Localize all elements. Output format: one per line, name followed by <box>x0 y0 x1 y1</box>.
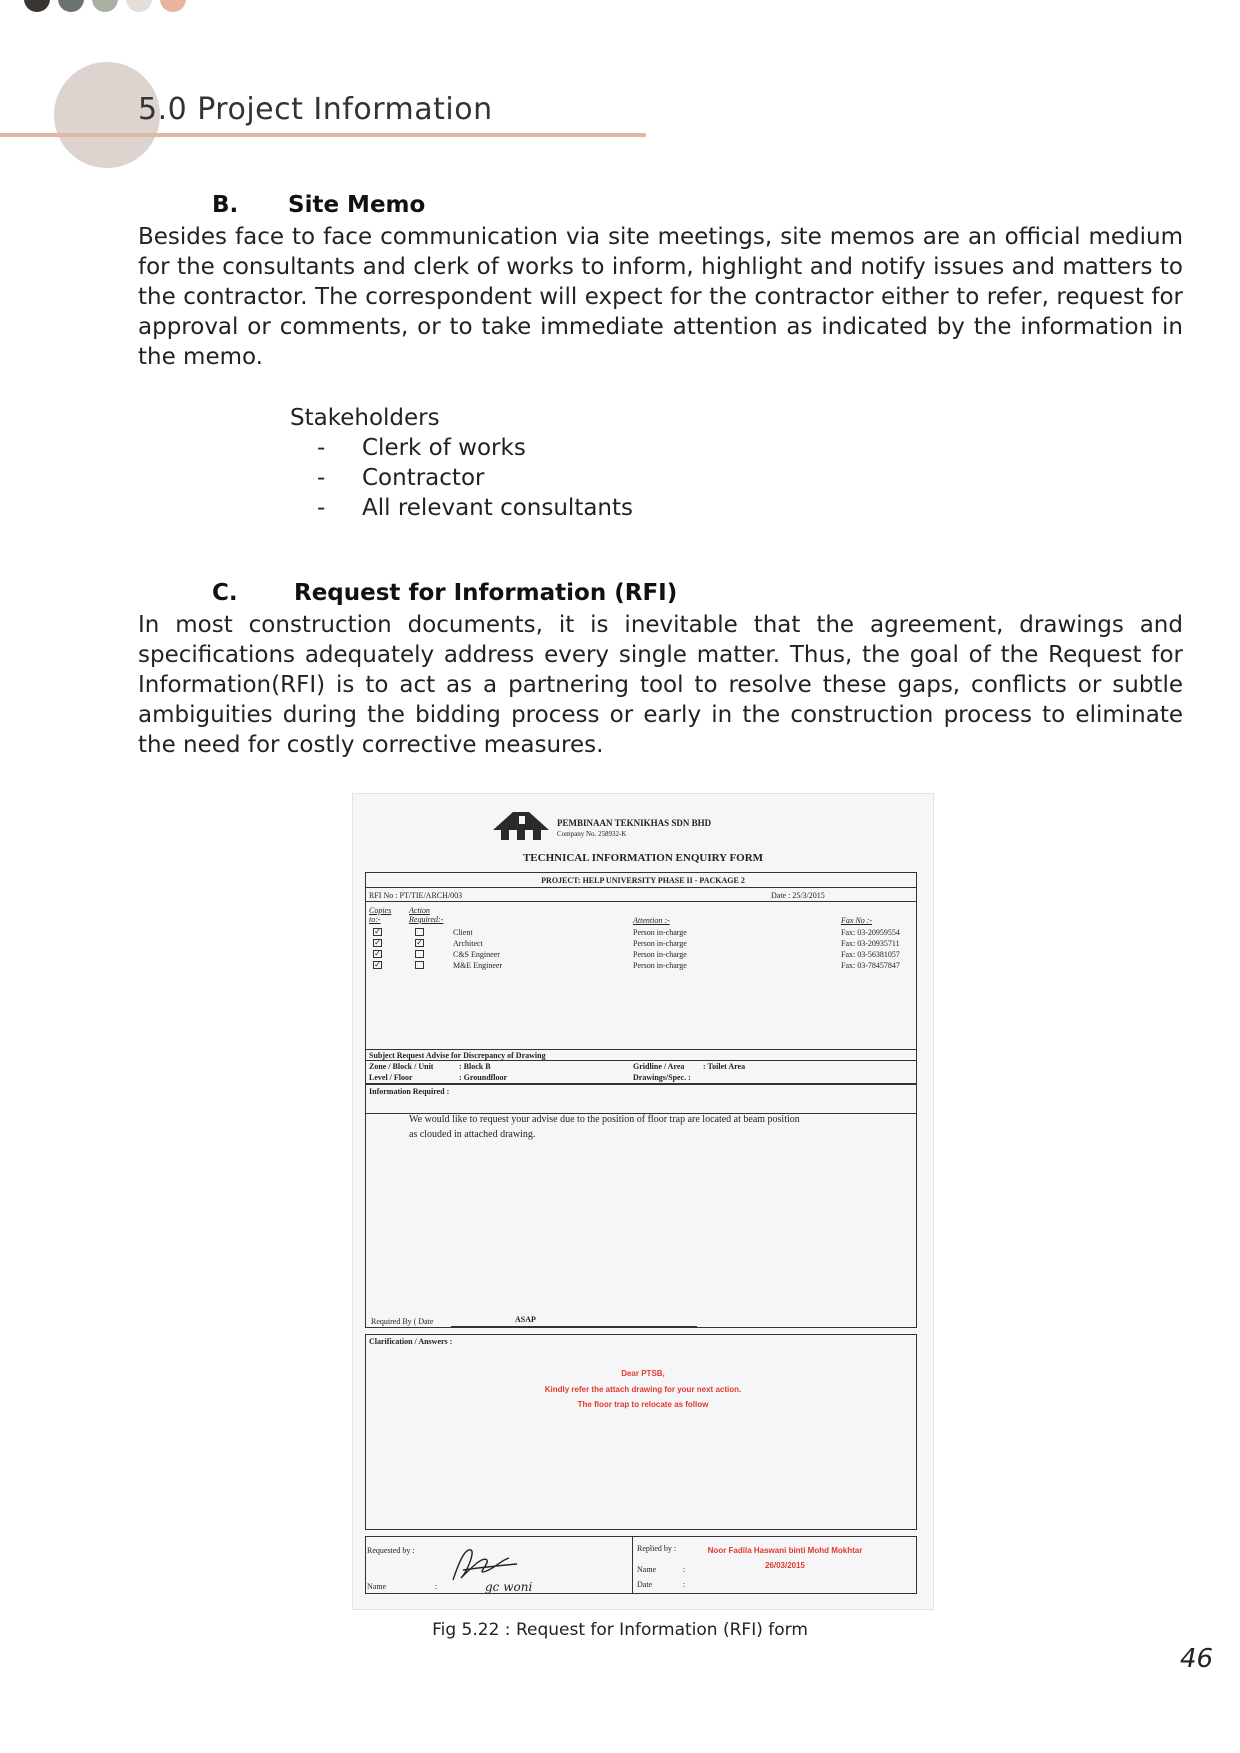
divider <box>365 901 917 902</box>
rfi-heading <box>212 580 677 606</box>
color-dot-3 <box>92 0 118 12</box>
site-memo-number: B. <box>212 192 239 218</box>
replied-name: Noor Fadila Haswani binti Mohd Mokhtar <box>707 1546 863 1555</box>
replied-date-label: Date <box>637 1580 653 1589</box>
fax-label: Fax No :- <box>841 916 873 925</box>
requested-by-label: Requested by : <box>367 1546 415 1555</box>
rfi-number: C. <box>212 580 238 606</box>
copy-checkbox: ✓ <box>374 949 381 958</box>
requester-name-colon: : <box>435 1582 438 1591</box>
stakeholder-item: All relevant consultants <box>362 495 634 521</box>
page-number: 46 <box>1180 1644 1214 1674</box>
company-number: Company No. 258932-K <box>557 830 627 838</box>
list-item: - Clerk of works <box>317 435 526 461</box>
recipient-attention: Person in-charge <box>633 961 687 970</box>
rfi-title: Request for Information (RFI) <box>294 580 678 606</box>
answer-line: Kindly refer the attach drawing for your next action. <box>544 1385 742 1394</box>
recipient-fax: Fax: 03-20959554 <box>841 928 900 937</box>
signature-text: gc woni <box>485 1580 533 1594</box>
copy-checkbox: ✓ <box>374 960 381 969</box>
color-dot-4 <box>126 0 152 12</box>
list-item: - Contractor <box>317 465 485 491</box>
info-required-text: We would like to request your advise due to the position of floor trap are located at beam position as clouded in attached drawing. <box>409 1114 800 1140</box>
project-name: PROJECT: HELP UNIVERSITY PHASE II - PACKAGE 2 <box>541 876 745 885</box>
recipient-attention: Person in-charge <box>633 950 687 959</box>
replied-name-colon: : <box>683 1565 686 1574</box>
stakeholder-item: Contractor <box>362 465 485 491</box>
required-by-label: Required By ( Date <box>371 1317 434 1326</box>
site-memo-body: Besides face to face communication via site meetings, site memos are an official medium for the consultants and clerk of works to inform, highlight and notify issues and matters to the contractor. The correspondent will expect for the contractor either to refer, request for approval or comments, or to take immediate attention as indicated by the information in the memo. <box>138 224 1183 370</box>
action-checkbox <box>415 928 424 936</box>
recipient-fax: Fax: 03-56381057 <box>841 950 900 959</box>
recipient-name: C&S Engineer <box>453 950 500 959</box>
company-logo-icon <box>493 808 553 842</box>
recipient-attention: Person in-charge <box>633 939 687 948</box>
divider <box>365 887 917 888</box>
color-dot-5 <box>160 0 186 12</box>
stakeholders-label: Stakeholders <box>290 405 440 431</box>
company-name: PEMBINAAN TEKNIKHAS SDN BHD <box>557 818 712 828</box>
color-dot-1 <box>24 0 50 12</box>
recipient-name: Client <box>453 928 473 937</box>
action-checkbox <box>415 950 424 958</box>
list-item: - All relevant consultants <box>317 495 634 521</box>
recipient-fax: Fax: 03-20935711 <box>841 939 900 948</box>
recipient-fax: Fax: 03-78457847 <box>841 961 900 970</box>
clarification-box <box>365 1334 917 1530</box>
color-dots <box>24 0 186 12</box>
divider <box>365 1049 917 1050</box>
stakeholder-item: Clerk of works <box>362 435 526 461</box>
clarification-label: Clarification / Answers : <box>369 1337 453 1346</box>
subject-line: Subject Request Advise for Discrepancy of Drawing <box>369 1051 546 1060</box>
action-checkbox <box>415 961 424 969</box>
gridline-label: Gridline / Area <box>633 1062 685 1071</box>
drawings-label: Drawings/Spec. : <box>633 1073 691 1082</box>
header-rule <box>0 133 646 137</box>
zone-label: Zone / Block / Unit <box>369 1062 434 1071</box>
action-checkbox: ✓ <box>416 938 423 947</box>
signature-divider <box>632 1536 633 1594</box>
copies-label: Copies to:- <box>369 906 392 924</box>
replied-name-label: Name <box>637 1565 657 1574</box>
page-title: 5.0 Project Information <box>138 92 493 127</box>
info-required-label: Information Required : <box>369 1087 450 1096</box>
site-memo-title: Site Memo <box>288 192 426 218</box>
recipient-attention: Person in-charge <box>633 928 687 937</box>
rfi-body: In most construction documents, it is inevitable that the agreement, drawings and specifications adequately address every single matter. Thus, the goal of the Request for Information(RFI) is to act as a partnering tool to resolve these gaps, conflicts or subtle ambiguities during the bidding process or early in the construction process to eliminate the need for costly corrective measures. <box>138 612 1183 758</box>
level-value: : Groundfloor <box>459 1073 508 1082</box>
stakeholders-block <box>290 403 633 523</box>
answer-line: Dear PTSB, <box>621 1369 665 1378</box>
replied-date-colon: : <box>683 1580 686 1589</box>
zone-value: : Block B <box>459 1062 491 1071</box>
recipient-name: Architect <box>453 939 483 948</box>
form-date: Date : 25/3/2015 <box>771 891 825 900</box>
action-label: Action Required:- <box>409 906 444 924</box>
stakeholders-list <box>290 433 633 523</box>
required-by-value: ASAP <box>515 1315 536 1324</box>
recipient-name: M&E Engineer <box>453 961 503 970</box>
rfi-form-image <box>352 793 934 1610</box>
replied-date: 26/03/2015 <box>764 1561 806 1570</box>
rfi-number-field: RFI No : PT/TIE/ARCH/003 <box>369 891 463 900</box>
color-dot-2 <box>58 0 84 12</box>
answer-line: The floor trap to relocate as follow <box>577 1400 709 1409</box>
copy-checkbox: ✓ <box>374 938 381 947</box>
divider <box>365 1060 917 1061</box>
copy-checkbox: ✓ <box>374 927 381 936</box>
attention-label: Attention :- <box>633 916 670 925</box>
form-title: TECHNICAL INFORMATION ENQUIRY FORM <box>522 852 764 864</box>
site-memo-heading <box>212 192 425 218</box>
requester-name-label: Name <box>367 1582 387 1591</box>
level-label: Level / Floor <box>369 1073 413 1082</box>
gridline-value: : Toilet Area <box>703 1062 746 1071</box>
required-by-line <box>451 1326 697 1327</box>
replied-by-label: Replied by : <box>637 1544 677 1553</box>
figure-caption: Fig 5.22 : Request for Information (RFI) form <box>432 1620 808 1640</box>
